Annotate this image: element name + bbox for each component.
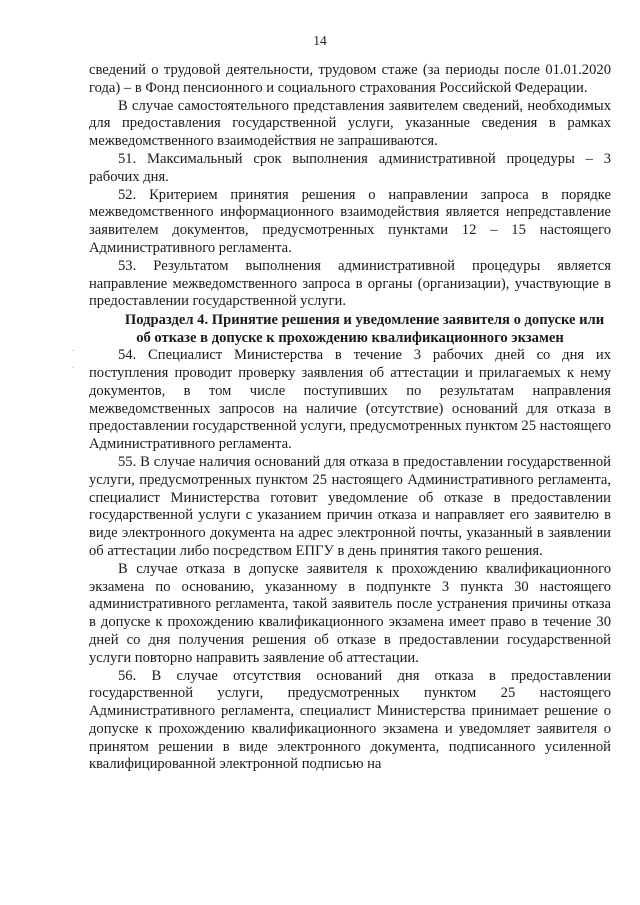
paragraph-52: 52. Критерием принятия решения о направлении запроса в порядке межведомственного информационного взаимодействия является непредставление заявителем документов, предусмотренных пунктами 12 – 15 настоящего Административного регламента. xyxy=(89,186,611,256)
subsection-heading: Подраздел 4. Принятие решения и уведомление заявителя о допуске или об отказе в допуске к прохождению квалификационного экзамен xyxy=(124,312,605,347)
paragraph-51: 51. Максимальный срок выполнения административной процедуры – 3 рабочих дня. xyxy=(89,150,611,185)
paragraph-self-submission: В случае самостоятельного представления заявителем сведений, необходимых для предоставления государственной услуги, указанные сведения в рамках межведомственного взаимодействия не запрашиваются. xyxy=(89,97,611,150)
page-number: 14 xyxy=(313,33,327,48)
document-body xyxy=(89,62,611,774)
paragraph-refusal: В случае отказа в допуске заявителя к прохождению квалификационного экзамена по основанию, указанному в подпункте 3 пункта 30 настоящего административного регламента, такой заявитель после устранения причины отказа в допуске к прохождению квалификационного экзамена имеет право в течение 30 дней со дня получения решения об отказе в предоставлении государственной услуги повторно направить заявление об аттестации. xyxy=(89,560,611,666)
margin-mark: ⸱ xyxy=(72,346,75,357)
paragraph-54: 54. Специалист Министерства в течение 3 рабочих дней со дня их поступления проводит проверку заявления об аттестации и прилагаемых к нему документов, в том числе поступивших по результатам направления межведомственных запросов на наличие (отсутствие) оснований для отказа в предоставлении государственной услуги, предусмотренных пунктом 25 настоящего Административного регламента. xyxy=(89,347,611,453)
paragraph-53: 53. Результатом выполнения административной процедуры является направление межведомственного запроса в органы (организации), участвующие в предоставлении государственной услуги. xyxy=(89,257,611,310)
paragraph-55: 55. В случае наличия оснований для отказа в предоставлении государственной услуги, предусмотренных пунктом 25 настоящего Административного регламента, специалист Министерства готовит уведомление об отказе в предоставлении государственной услуги с указанием причин отказа и направляет его заявителю в виде электронного документа на адрес электронной почты, указанный в заявлении об аттестации либо посредством ЕПГУ в день принятия такого решения. xyxy=(89,453,611,559)
paragraph-continuation: сведений о трудовой деятельности, трудовом стаже (за периоды после 01.01.2020 года) – в Фонд пенсионного и социального страхования Российской Федерации. xyxy=(89,62,611,96)
margin-mark: ⸱ xyxy=(72,363,75,374)
paragraph-56: 56. В случае отсутствия оснований дня отказа в предоставлении государственной услуги, предусмотренных пунктом 25 настоящего Административного регламента, специалист Министерства принимает решение о допуске к прохождению квалификационного экзамена и уведомляет заявителя о принятом решении в виде электронного документа, подписанного усиленной квалифицированной электронной подписью на xyxy=(89,667,611,773)
